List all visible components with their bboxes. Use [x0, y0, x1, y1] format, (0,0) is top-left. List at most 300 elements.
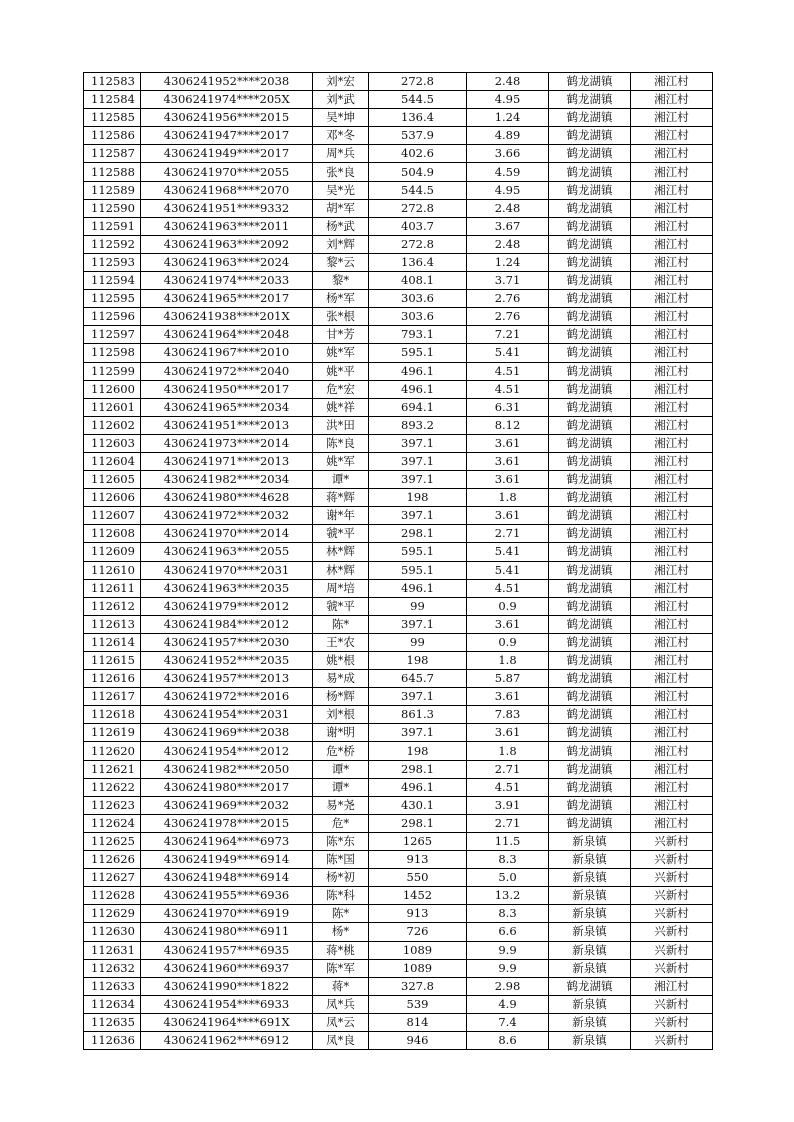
area-cell: 1.8 — [467, 652, 549, 670]
area-cell: 8.3 — [467, 905, 549, 923]
village-cell: 湘江村 — [631, 706, 713, 724]
town-cell: 新泉镇 — [549, 905, 631, 923]
table-body — [84, 73, 713, 1050]
name-cell: 甘*芳 — [313, 326, 369, 344]
town-cell: 新泉镇 — [549, 1031, 631, 1049]
village-cell: 湘江村 — [631, 543, 713, 561]
town-cell: 鹤龙湖镇 — [549, 290, 631, 308]
name-cell: 杨*军 — [313, 290, 369, 308]
name-cell: 陈*良 — [313, 434, 369, 452]
data-table — [83, 72, 713, 1050]
area-cell: 11.5 — [467, 832, 549, 850]
town-cell: 鹤龙湖镇 — [549, 579, 631, 597]
table-row — [84, 489, 713, 507]
amount-cell: 397.1 — [369, 507, 467, 525]
id-number-cell: 4306241962****6912 — [141, 1031, 313, 1049]
town-cell: 鹤龙湖镇 — [549, 308, 631, 326]
id-number-cell: 4306241972****2016 — [141, 688, 313, 706]
village-cell: 湘江村 — [631, 977, 713, 995]
village-cell: 兴新村 — [631, 869, 713, 887]
table-row — [84, 235, 713, 253]
row-number-cell: 112631 — [84, 941, 141, 959]
id-number-cell: 4306241990****1822 — [141, 977, 313, 995]
row-number-cell: 112600 — [84, 380, 141, 398]
table-row — [84, 434, 713, 452]
area-cell: 5.0 — [467, 869, 549, 887]
id-number-cell: 4306241963****2092 — [141, 235, 313, 253]
id-number-cell: 4306241972****2040 — [141, 362, 313, 380]
id-number-cell: 4306241949****6914 — [141, 851, 313, 869]
table-row — [84, 652, 713, 670]
town-cell: 鹤龙湖镇 — [549, 760, 631, 778]
table-row — [84, 416, 713, 434]
table-row — [84, 923, 713, 941]
row-number-cell: 112613 — [84, 615, 141, 633]
row-number-cell: 112598 — [84, 344, 141, 362]
row-number-cell: 112585 — [84, 109, 141, 127]
amount-cell: 793.1 — [369, 326, 467, 344]
village-cell: 兴新村 — [631, 941, 713, 959]
table-row — [84, 543, 713, 561]
name-cell: 吴*坤 — [313, 109, 369, 127]
id-number-cell: 4306241970****2055 — [141, 163, 313, 181]
amount-cell: 1089 — [369, 959, 467, 977]
id-number-cell: 4306241968****2070 — [141, 181, 313, 199]
id-number-cell: 4306241947****2017 — [141, 127, 313, 145]
row-number-cell: 112587 — [84, 145, 141, 163]
amount-cell: 397.1 — [369, 688, 467, 706]
row-number-cell: 112583 — [84, 73, 141, 91]
table-row — [84, 91, 713, 109]
village-cell: 湘江村 — [631, 489, 713, 507]
town-cell: 新泉镇 — [549, 832, 631, 850]
row-number-cell: 112626 — [84, 851, 141, 869]
village-cell: 湘江村 — [631, 380, 713, 398]
name-cell: 陈* — [313, 615, 369, 633]
table-row — [84, 706, 713, 724]
row-number-cell: 112618 — [84, 706, 141, 724]
town-cell: 鹤龙湖镇 — [549, 670, 631, 688]
village-cell: 湘江村 — [631, 778, 713, 796]
amount-cell: 1089 — [369, 941, 467, 959]
name-cell: 陈* — [313, 905, 369, 923]
name-cell: 胡*军 — [313, 199, 369, 217]
id-number-cell: 4306241965****2017 — [141, 290, 313, 308]
name-cell: 凤*云 — [313, 1013, 369, 1031]
village-cell: 兴新村 — [631, 905, 713, 923]
id-number-cell: 4306241972****2032 — [141, 507, 313, 525]
id-number-cell: 4306241970****2014 — [141, 525, 313, 543]
id-number-cell: 4306241954****2012 — [141, 742, 313, 760]
area-cell: 5.87 — [467, 670, 549, 688]
name-cell: 姚*军 — [313, 452, 369, 470]
name-cell: 洪*田 — [313, 416, 369, 434]
area-cell: 5.41 — [467, 344, 549, 362]
amount-cell: 814 — [369, 1013, 467, 1031]
village-cell: 兴新村 — [631, 1013, 713, 1031]
area-cell: 4.9 — [467, 995, 549, 1013]
amount-cell: 272.8 — [369, 73, 467, 91]
name-cell: 杨*武 — [313, 217, 369, 235]
row-number-cell: 112596 — [84, 308, 141, 326]
amount-cell: 408.1 — [369, 272, 467, 290]
name-cell: 姚*祥 — [313, 398, 369, 416]
row-number-cell: 112634 — [84, 995, 141, 1013]
row-number-cell: 112607 — [84, 507, 141, 525]
name-cell: 杨*辉 — [313, 688, 369, 706]
town-cell: 鹤龙湖镇 — [549, 91, 631, 109]
amount-cell: 99 — [369, 597, 467, 615]
id-number-cell: 4306241951****2013 — [141, 416, 313, 434]
town-cell: 新泉镇 — [549, 995, 631, 1013]
table-row — [84, 471, 713, 489]
village-cell: 湘江村 — [631, 796, 713, 814]
table-row — [84, 995, 713, 1013]
row-number-cell: 112620 — [84, 742, 141, 760]
id-number-cell: 4306241954****6933 — [141, 995, 313, 1013]
id-number-cell: 4306241957****2013 — [141, 670, 313, 688]
area-cell: 3.61 — [467, 507, 549, 525]
area-cell: 4.51 — [467, 380, 549, 398]
table-row — [84, 362, 713, 380]
area-cell: 9.9 — [467, 959, 549, 977]
area-cell: 9.9 — [467, 941, 549, 959]
name-cell: 刘*根 — [313, 706, 369, 724]
name-cell: 凤*兵 — [313, 995, 369, 1013]
row-number-cell: 112588 — [84, 163, 141, 181]
id-number-cell: 4306241951****9332 — [141, 199, 313, 217]
row-number-cell: 112586 — [84, 127, 141, 145]
town-cell: 鹤龙湖镇 — [549, 688, 631, 706]
area-cell: 4.95 — [467, 91, 549, 109]
id-number-cell: 4306241978****2015 — [141, 814, 313, 832]
table-row — [84, 633, 713, 651]
id-number-cell: 4306241970****6919 — [141, 905, 313, 923]
amount-cell: 397.1 — [369, 471, 467, 489]
table-row — [84, 109, 713, 127]
row-number-cell: 112611 — [84, 579, 141, 597]
id-number-cell: 4306241982****2050 — [141, 760, 313, 778]
id-number-cell: 4306241957****6935 — [141, 941, 313, 959]
amount-cell: 726 — [369, 923, 467, 941]
name-cell: 黎* — [313, 272, 369, 290]
id-number-cell: 4306241950****2017 — [141, 380, 313, 398]
table-row — [84, 163, 713, 181]
area-cell: 3.61 — [467, 434, 549, 452]
town-cell: 鹤龙湖镇 — [549, 398, 631, 416]
table-row — [84, 760, 713, 778]
town-cell: 鹤龙湖镇 — [549, 253, 631, 271]
town-cell: 鹤龙湖镇 — [549, 615, 631, 633]
amount-cell: 136.4 — [369, 109, 467, 127]
village-cell: 湘江村 — [631, 181, 713, 199]
table-row — [84, 199, 713, 217]
amount-cell: 397.1 — [369, 615, 467, 633]
id-number-cell: 4306241970****2031 — [141, 561, 313, 579]
area-cell: 3.61 — [467, 724, 549, 742]
amount-cell: 913 — [369, 905, 467, 923]
area-cell: 2.76 — [467, 290, 549, 308]
area-cell: 3.91 — [467, 796, 549, 814]
area-cell: 7.21 — [467, 326, 549, 344]
amount-cell: 298.1 — [369, 760, 467, 778]
amount-cell: 430.1 — [369, 796, 467, 814]
town-cell: 鹤龙湖镇 — [549, 597, 631, 615]
village-cell: 湘江村 — [631, 579, 713, 597]
id-number-cell: 4306241979****2012 — [141, 597, 313, 615]
name-cell: 陈*国 — [313, 851, 369, 869]
amount-cell: 136.4 — [369, 253, 467, 271]
area-cell: 2.48 — [467, 235, 549, 253]
name-cell: 王*农 — [313, 633, 369, 651]
amount-cell: 496.1 — [369, 778, 467, 796]
table-row — [84, 1031, 713, 1049]
row-number-cell: 112622 — [84, 778, 141, 796]
row-number-cell: 112595 — [84, 290, 141, 308]
village-cell: 兴新村 — [631, 923, 713, 941]
id-number-cell: 4306241963****2024 — [141, 253, 313, 271]
table-row — [84, 778, 713, 796]
village-cell: 兴新村 — [631, 887, 713, 905]
village-cell: 湘江村 — [631, 452, 713, 470]
id-number-cell: 4306241957****2030 — [141, 633, 313, 651]
amount-cell: 595.1 — [369, 561, 467, 579]
row-number-cell: 112636 — [84, 1031, 141, 1049]
row-number-cell: 112604 — [84, 452, 141, 470]
id-number-cell: 4306241969****2032 — [141, 796, 313, 814]
area-cell: 3.61 — [467, 471, 549, 489]
town-cell: 新泉镇 — [549, 869, 631, 887]
town-cell: 鹤龙湖镇 — [549, 742, 631, 760]
row-number-cell: 112601 — [84, 398, 141, 416]
town-cell: 鹤龙湖镇 — [549, 127, 631, 145]
name-cell: 刘*辉 — [313, 235, 369, 253]
row-number-cell: 112591 — [84, 217, 141, 235]
id-number-cell: 4306241963****2055 — [141, 543, 313, 561]
amount-cell: 303.6 — [369, 308, 467, 326]
area-cell: 7.4 — [467, 1013, 549, 1031]
amount-cell: 327.8 — [369, 977, 467, 995]
town-cell: 新泉镇 — [549, 887, 631, 905]
area-cell: 1.8 — [467, 489, 549, 507]
id-number-cell: 4306241980****2017 — [141, 778, 313, 796]
amount-cell: 595.1 — [369, 344, 467, 362]
row-number-cell: 112623 — [84, 796, 141, 814]
id-number-cell: 4306241949****2017 — [141, 145, 313, 163]
area-cell: 3.61 — [467, 688, 549, 706]
amount-cell: 198 — [369, 742, 467, 760]
name-cell: 姚*军 — [313, 344, 369, 362]
area-cell: 8.6 — [467, 1031, 549, 1049]
table-row — [84, 452, 713, 470]
village-cell: 兴新村 — [631, 1031, 713, 1049]
town-cell: 鹤龙湖镇 — [549, 109, 631, 127]
amount-cell: 694.1 — [369, 398, 467, 416]
amount-cell: 298.1 — [369, 525, 467, 543]
area-cell: 3.61 — [467, 615, 549, 633]
table-row — [84, 344, 713, 362]
id-number-cell: 4306241954****2031 — [141, 706, 313, 724]
village-cell: 湘江村 — [631, 290, 713, 308]
row-number-cell: 112594 — [84, 272, 141, 290]
id-number-cell: 4306241974****2033 — [141, 272, 313, 290]
area-cell: 4.89 — [467, 127, 549, 145]
amount-cell: 298.1 — [369, 814, 467, 832]
name-cell: 黎*云 — [313, 253, 369, 271]
row-number-cell: 112597 — [84, 326, 141, 344]
area-cell: 2.76 — [467, 308, 549, 326]
name-cell: 危*宏 — [313, 380, 369, 398]
name-cell: 虢*平 — [313, 597, 369, 615]
id-number-cell: 4306241938****201X — [141, 308, 313, 326]
row-number-cell: 112602 — [84, 416, 141, 434]
town-cell: 鹤龙湖镇 — [549, 73, 631, 91]
town-cell: 新泉镇 — [549, 959, 631, 977]
village-cell: 湘江村 — [631, 362, 713, 380]
name-cell: 蒋*辉 — [313, 489, 369, 507]
table-row — [84, 579, 713, 597]
amount-cell: 1452 — [369, 887, 467, 905]
village-cell: 湘江村 — [631, 652, 713, 670]
name-cell: 姚*根 — [313, 652, 369, 670]
amount-cell: 539 — [369, 995, 467, 1013]
area-cell: 4.51 — [467, 778, 549, 796]
name-cell: 刘*武 — [313, 91, 369, 109]
id-number-cell: 4306241964****6973 — [141, 832, 313, 850]
table-row — [84, 814, 713, 832]
table-row — [84, 561, 713, 579]
amount-cell: 544.5 — [369, 91, 467, 109]
area-cell: 6.6 — [467, 923, 549, 941]
table-row — [84, 869, 713, 887]
row-number-cell: 112608 — [84, 525, 141, 543]
row-number-cell: 112624 — [84, 814, 141, 832]
village-cell: 兴新村 — [631, 851, 713, 869]
village-cell: 兴新村 — [631, 832, 713, 850]
amount-cell: 397.1 — [369, 434, 467, 452]
area-cell: 13.2 — [467, 887, 549, 905]
id-number-cell: 4306241971****2013 — [141, 452, 313, 470]
town-cell: 鹤龙湖镇 — [549, 181, 631, 199]
area-cell: 2.48 — [467, 199, 549, 217]
table-row — [84, 217, 713, 235]
name-cell: 吴*光 — [313, 181, 369, 199]
amount-cell: 645.7 — [369, 670, 467, 688]
name-cell: 危* — [313, 814, 369, 832]
town-cell: 鹤龙湖镇 — [549, 724, 631, 742]
table-row — [84, 290, 713, 308]
row-number-cell: 112603 — [84, 434, 141, 452]
amount-cell: 272.8 — [369, 199, 467, 217]
area-cell: 3.67 — [467, 217, 549, 235]
row-number-cell: 112628 — [84, 887, 141, 905]
town-cell: 鹤龙湖镇 — [549, 199, 631, 217]
row-number-cell: 112593 — [84, 253, 141, 271]
amount-cell: 397.1 — [369, 452, 467, 470]
village-cell: 湘江村 — [631, 344, 713, 362]
amount-cell: 402.6 — [369, 145, 467, 163]
village-cell: 湘江村 — [631, 688, 713, 706]
name-cell: 虢*平 — [313, 525, 369, 543]
amount-cell: 496.1 — [369, 362, 467, 380]
town-cell: 鹤龙湖镇 — [549, 543, 631, 561]
table-row — [84, 851, 713, 869]
amount-cell: 861.3 — [369, 706, 467, 724]
town-cell: 新泉镇 — [549, 941, 631, 959]
table-row — [84, 380, 713, 398]
area-cell: 4.59 — [467, 163, 549, 181]
village-cell: 湘江村 — [631, 326, 713, 344]
village-cell: 湘江村 — [631, 471, 713, 489]
area-cell: 3.61 — [467, 452, 549, 470]
village-cell: 湘江村 — [631, 199, 713, 217]
amount-cell: 303.6 — [369, 290, 467, 308]
village-cell: 湘江村 — [631, 507, 713, 525]
table-row — [84, 742, 713, 760]
id-number-cell: 4306241960****6937 — [141, 959, 313, 977]
table-row — [84, 145, 713, 163]
row-number-cell: 112606 — [84, 489, 141, 507]
town-cell: 鹤龙湖镇 — [549, 706, 631, 724]
amount-cell: 504.9 — [369, 163, 467, 181]
row-number-cell: 112592 — [84, 235, 141, 253]
name-cell: 蒋*桃 — [313, 941, 369, 959]
name-cell: 林*辉 — [313, 543, 369, 561]
row-number-cell: 112615 — [84, 652, 141, 670]
row-number-cell: 112605 — [84, 471, 141, 489]
table-row — [84, 959, 713, 977]
town-cell: 鹤龙湖镇 — [549, 778, 631, 796]
area-cell: 5.41 — [467, 543, 549, 561]
id-number-cell: 4306241980****4628 — [141, 489, 313, 507]
area-cell: 5.41 — [467, 561, 549, 579]
village-cell: 湘江村 — [631, 127, 713, 145]
area-cell: 1.24 — [467, 253, 549, 271]
town-cell: 鹤龙湖镇 — [549, 489, 631, 507]
table-row — [84, 253, 713, 271]
name-cell: 姚*平 — [313, 362, 369, 380]
table-row — [84, 941, 713, 959]
area-cell: 3.71 — [467, 272, 549, 290]
name-cell: 凤*良 — [313, 1031, 369, 1049]
table-row — [84, 272, 713, 290]
town-cell: 鹤龙湖镇 — [549, 507, 631, 525]
amount-cell: 496.1 — [369, 380, 467, 398]
name-cell: 谭* — [313, 471, 369, 489]
table-row — [84, 670, 713, 688]
table-row — [84, 796, 713, 814]
village-cell: 湘江村 — [631, 235, 713, 253]
amount-cell: 496.1 — [369, 579, 467, 597]
table-row — [84, 398, 713, 416]
amount-cell: 198 — [369, 652, 467, 670]
amount-cell: 1265 — [369, 832, 467, 850]
row-number-cell: 112609 — [84, 543, 141, 561]
name-cell: 易*成 — [313, 670, 369, 688]
village-cell: 湘江村 — [631, 217, 713, 235]
table-row — [84, 127, 713, 145]
name-cell: 林*辉 — [313, 561, 369, 579]
table-row — [84, 724, 713, 742]
table-row — [84, 615, 713, 633]
id-number-cell: 4306241964****691X — [141, 1013, 313, 1031]
name-cell: 杨* — [313, 923, 369, 941]
name-cell: 蒋* — [313, 977, 369, 995]
table-row — [84, 1013, 713, 1031]
table-row — [84, 326, 713, 344]
town-cell: 鹤龙湖镇 — [549, 633, 631, 651]
row-number-cell: 112632 — [84, 959, 141, 977]
